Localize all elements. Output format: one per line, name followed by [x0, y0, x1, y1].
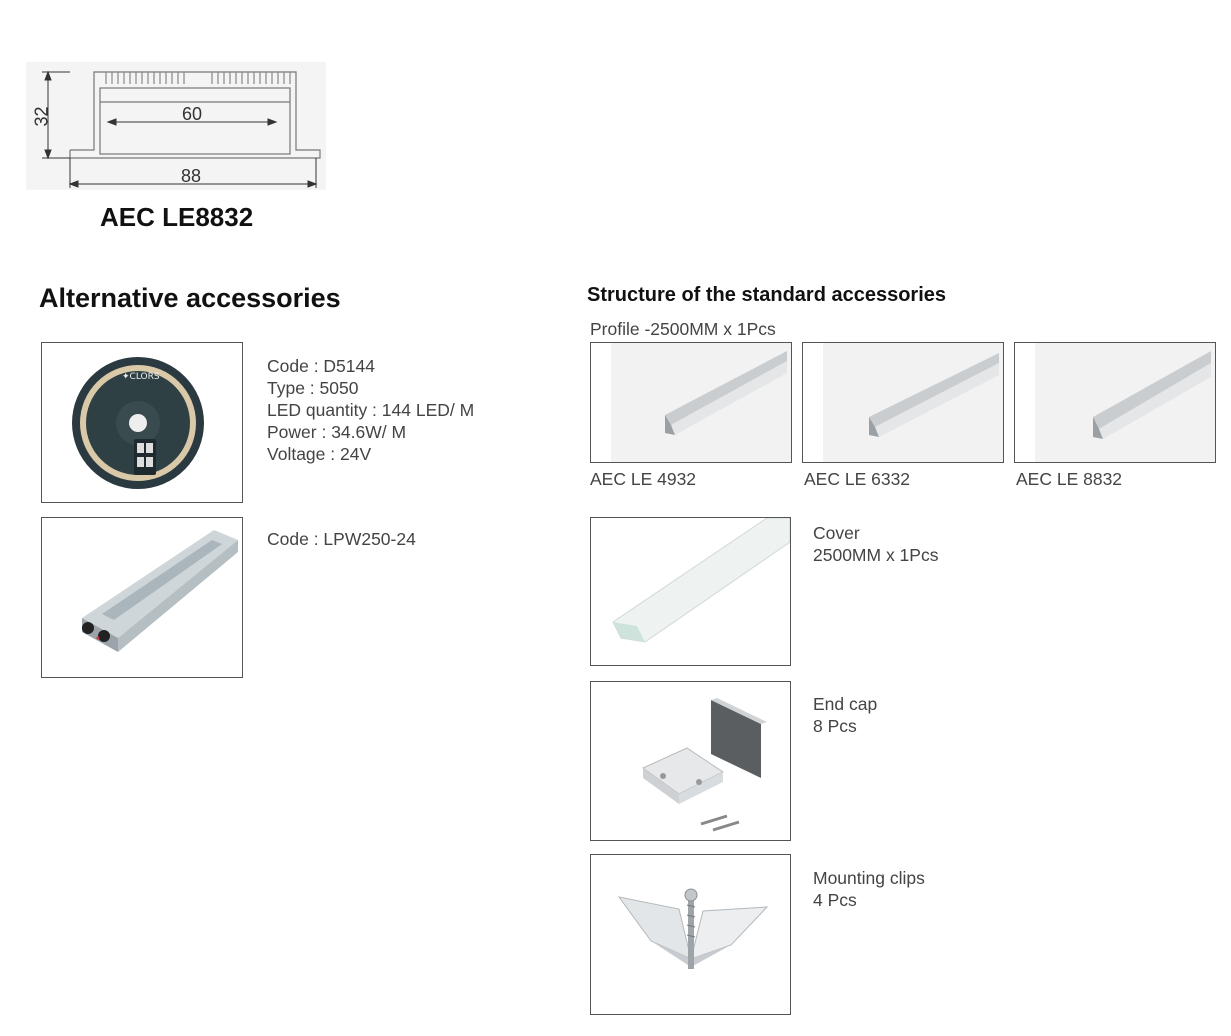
led-strip-reel-image — [41, 342, 243, 503]
mounting-clip-name: Mounting clips — [813, 868, 925, 888]
svg-text:✦CLORS: ✦CLORS — [122, 372, 160, 382]
dimension-outer-width-label: 88 — [181, 166, 202, 186]
end-cap-name: End cap — [813, 694, 878, 714]
mounting-clip-image — [590, 854, 791, 1015]
cover-strip-icon — [591, 518, 790, 665]
cover-name: Cover — [813, 523, 860, 543]
profile-image-4932 — [590, 342, 792, 463]
profile-label-4932: AEC LE 4932 — [590, 469, 697, 489]
profile-image-8832 — [1014, 342, 1216, 463]
led-strip-quantity: LED quantity : 144 LED/ M — [267, 400, 475, 420]
end-cap-image — [590, 681, 791, 841]
power-supply-icon — [42, 518, 242, 677]
end-cap-icon — [591, 682, 790, 840]
aluminium-profile-icon — [803, 343, 1003, 462]
standard-accessories-heading: Structure of the standard accessories — [587, 284, 947, 306]
power-supply-specs — [267, 528, 416, 550]
end-cap-text — [813, 693, 877, 737]
cover-quantity: 2500MM x 1Pcs — [813, 545, 939, 565]
aluminium-profile-icon — [591, 343, 791, 462]
cover-text — [813, 522, 938, 566]
alternative-accessories-heading: Alternative accessories — [39, 283, 341, 313]
led-strip-power: Power : 34.6W/ M — [267, 422, 407, 442]
dimension-height-label: 32 — [31, 106, 52, 127]
mounting-clip-text — [813, 867, 925, 911]
power-supply-image — [41, 517, 243, 678]
aluminium-profile-icon — [1015, 343, 1215, 462]
power-supply-code: Code : LPW250-24 — [267, 529, 416, 549]
led-strip-voltage: Voltage : 24V — [267, 444, 372, 464]
mounting-clip-quantity: 4 Pcs — [813, 890, 857, 910]
profile-label-6332: AEC LE 6332 — [804, 469, 911, 489]
led-strip-specs — [267, 355, 474, 465]
product-model-title: AEC LE8832 — [100, 202, 254, 232]
led-strip-type: Type : 5050 — [267, 378, 359, 398]
profile-label-8832: AEC LE 8832 — [1016, 469, 1123, 489]
profile-cross-section-drawing — [26, 62, 326, 190]
profile-caption: Profile -2500MM x 1Pcs — [590, 319, 776, 339]
mounting-clip-icon — [591, 855, 790, 1014]
led-strip-code: Code : D5144 — [267, 356, 375, 376]
dimension-inner-width-label: 60 — [182, 104, 203, 124]
led-strip-reel-icon — [42, 343, 242, 502]
end-cap-quantity: 8 Pcs — [813, 716, 857, 736]
profile-image-6332 — [802, 342, 1004, 463]
cover-image — [590, 517, 791, 666]
